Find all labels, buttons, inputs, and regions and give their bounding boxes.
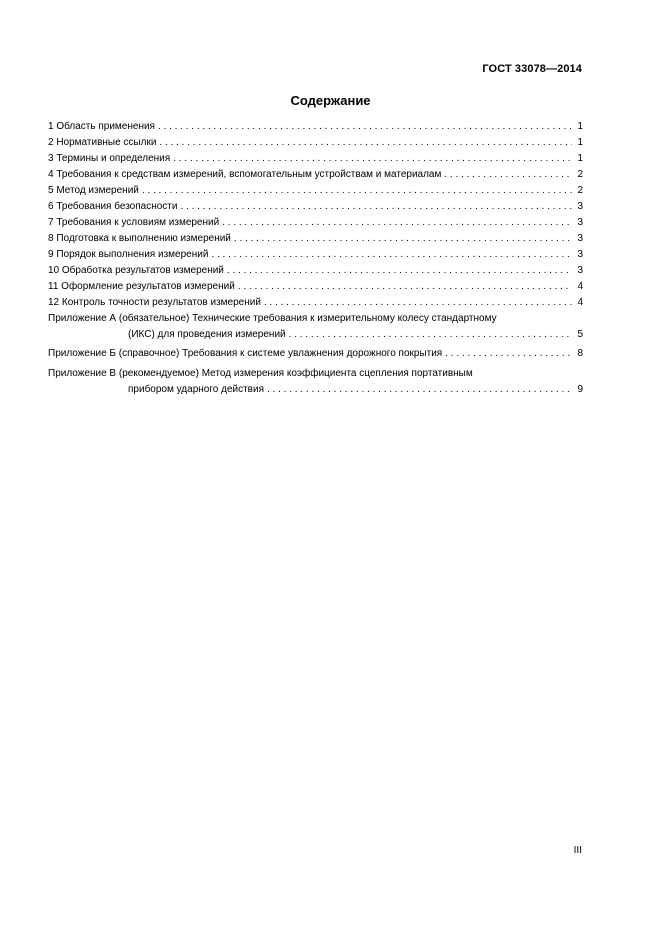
toc-entry-title: 10 Обработка результатов измерений [48,265,224,276]
toc-entry-page: 3 [577,249,583,260]
toc-leader [289,327,572,343]
document-code: ГОСТ 33078—2014 [482,63,582,75]
toc-leader [222,215,572,231]
toc-appendix-entry[interactable] [48,366,583,398]
toc-leader [158,119,572,135]
toc-entry[interactable] [48,183,583,199]
toc-entry[interactable] [48,279,583,295]
toc-entry-page: 5 [577,329,583,340]
toc-entry-page: 1 [577,153,583,164]
toc-entry-title: 4 Требования к средствам измерений, вспомогательным устройствам и материалам [48,169,442,180]
toc-entry-page: 4 [577,281,583,292]
toc-leader [264,295,572,311]
toc-entry-page: 1 [577,121,583,132]
toc-entry[interactable] [48,135,583,151]
toc-leader [444,167,572,183]
toc-entry-title: 9 Порядок выполнения измерений [48,249,209,260]
toc-appendix-entry[interactable] [48,311,583,343]
toc-title: Содержание [290,93,371,108]
toc-entry-title: 7 Требования к условиям измерений [48,217,220,228]
toc-entry[interactable] [48,119,583,135]
toc-appendix-title: Приложение Б (справочное) Требования к системе увлажнения дорожного покрытия [48,348,443,359]
toc-entry[interactable] [48,151,583,167]
toc-entry[interactable] [48,199,583,215]
page-number: III [573,845,582,856]
toc-entry-page: 4 [577,297,583,308]
toc-leader [445,346,572,362]
toc-entry[interactable] [48,295,583,311]
toc-entry-title: 3 Термины и определения [48,153,171,164]
toc-appendix-title: Приложение А (обязательное) Технические требования к измерительному колесу стандартному [48,313,497,324]
toc-entry-page: 3 [577,233,583,244]
toc-appendix-title-cont: (ИКС) для проведения измерений [128,329,286,340]
toc-entry-title: 11 Оформление результатов измерений [48,281,235,292]
toc-appendix-title: Приложение В (рекомендуемое) Метод измерения коэффициента сцепления портативным [48,368,473,379]
toc-leader [267,382,572,398]
table-of-contents [48,119,583,398]
toc-entry-page: 3 [577,217,583,228]
toc-leader [211,247,572,263]
toc-entry-title: 6 Требования безопасности [48,201,178,212]
toc-entry-page: 8 [577,348,583,359]
toc-entry-title: 8 Подготовка к выполнению измерений [48,233,231,244]
toc-leader [180,199,572,215]
toc-leader [173,151,572,167]
toc-leader [159,135,572,151]
toc-appendix-title-cont: прибором ударного действия [128,384,264,395]
toc-entry-page: 2 [577,185,583,196]
toc-entry-title: 2 Нормативные ссылки [48,137,157,148]
toc-entry[interactable] [48,263,583,279]
toc-entry[interactable] [48,247,583,263]
toc-entry-page: 3 [577,265,583,276]
toc-leader [238,279,572,295]
toc-entry-page: 2 [577,169,583,180]
toc-leader [234,231,572,247]
toc-entry-page: 9 [577,384,583,395]
toc-entry-title: 1 Область применения [48,121,155,132]
toc-entry[interactable] [48,215,583,231]
toc-entry[interactable] [48,231,583,247]
toc-entry-page: 1 [577,137,583,148]
toc-entry-title: 5 Метод измерений [48,185,139,196]
toc-entry-page: 3 [577,201,583,212]
toc-entry[interactable] [48,167,583,183]
toc-leader [227,263,572,279]
toc-entry-title: 12 Контроль точности результатов измерений [48,297,261,308]
toc-leader [142,183,572,199]
toc-appendix-entry[interactable] [48,346,583,362]
